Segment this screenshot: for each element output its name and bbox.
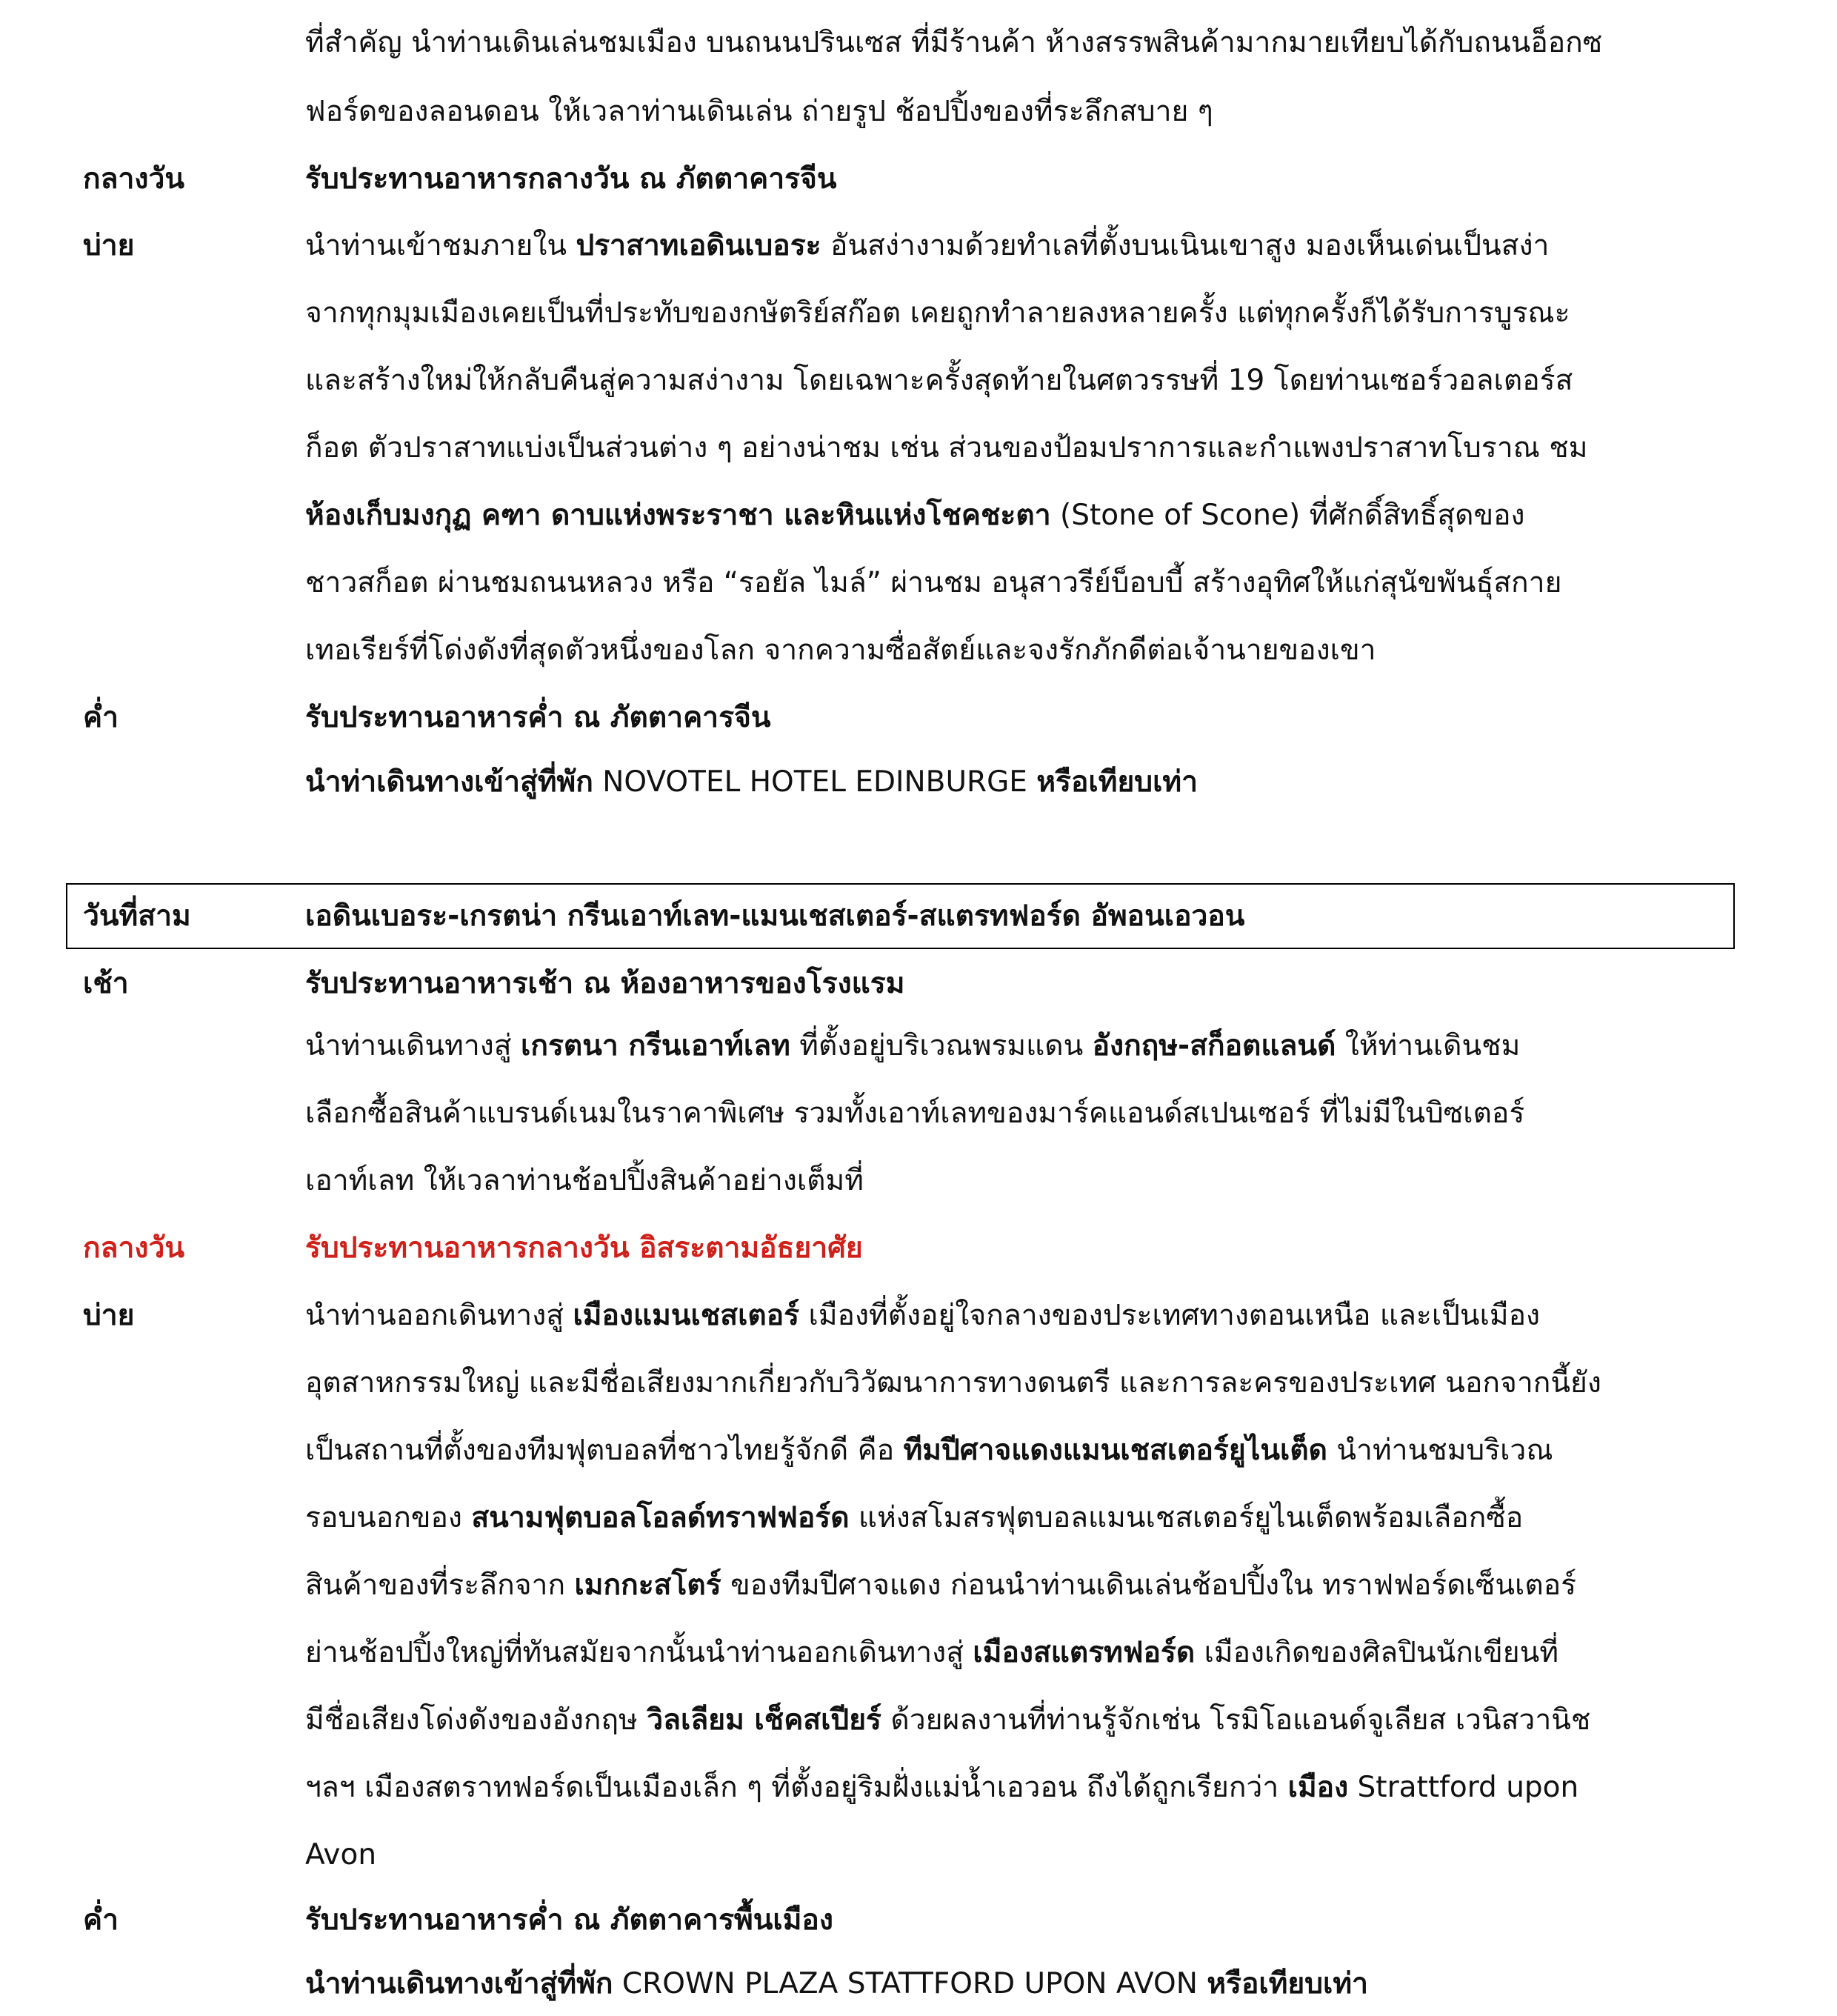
highlight: เมืองแมนเชสเตอร์ xyxy=(573,1299,800,1332)
dinner-text: รับประทานอาหารค่ำ ณ ภัตตาคารพื้นเมือง xyxy=(305,1903,833,1937)
paragraph-line: เอาท์เลท ให้เวลาท่านช้อปปิ้งสินค้าอย่างเต็มที่ xyxy=(305,1164,864,1197)
text: ฯลฯ เมืองสตราทฟอร์ดเป็นเมืองเล็ก ๆ ที่ตั้งอยู่ริมฝั่งแม่น้ำเอวอน ถึงได้ถูกเรียกว่า xyxy=(305,1771,1288,1804)
time-label-dinner: ค่ำ xyxy=(83,1903,119,1937)
text: แห่งสโมสรฟุตบอลแมนเชสเตอร์ยูไนเต็ดพร้อมเลือกซื้อ xyxy=(849,1501,1524,1534)
paragraph-line: เทอเรียร์ที่โด่งดังที่สุดตัวหนึ่งของโลก จากความซื่อสัตย์และจงรักภักดีต่อเจ้านายของเขา xyxy=(305,633,1376,667)
text: เมืองเกิดของศิลปินนักเขียนที่ xyxy=(1195,1636,1559,1669)
text: ย่านช้อปปิ้งใหญ่ที่ทันสมัยจากนั้นนำท่านออกเดินทางสู่ xyxy=(305,1636,973,1669)
hotel-line xyxy=(305,765,1198,799)
highlight: สนามฟุตบอลโอลด์ทราฟฟอร์ด xyxy=(471,1501,850,1534)
time-label-lunch: กลางวัน xyxy=(83,1231,185,1265)
text: สินค้าของที่ระลึกจาก xyxy=(305,1568,575,1602)
text: ที่ตั้งอยู่บริเวณพรมแดน xyxy=(790,1029,1093,1062)
text: ให้ท่านเดินชม xyxy=(1336,1029,1521,1062)
highlight: เมือง xyxy=(1287,1771,1349,1804)
time-label-lunch: กลางวัน xyxy=(83,162,185,196)
paragraph-line: ก็อต ตัวปราสาทแบ่งเป็นส่วนต่าง ๆ อย่างน่าชม เช่น ส่วนของป้อมปราการและกำแพงปราสาทโบราณ ชม xyxy=(305,431,1588,465)
text: เมืองที่ตั้งอยู่ใจกลางของประเทศทางตอนเหนือ และเป็นเมือง xyxy=(799,1299,1541,1332)
paragraph-line xyxy=(305,1773,1578,1802)
text: ด้วยผลงานที่ท่านรู้จักเช่น โรมิโอแอนด์จูเลียส เวนิสวานิช xyxy=(881,1703,1591,1737)
lunch-text: รับประทานอาหารกลางวัน อิสระตามอัธยาศัย xyxy=(305,1231,863,1265)
paragraph-line xyxy=(305,1638,1558,1667)
paragraph-line: อุตสาหกรรมใหญ่ และมีชื่อเสียงมากเกี่ยวกับวิวัฒนาการทางดนตรี และการละครของประเทศ นอกจากนี้ยัง xyxy=(305,1366,1601,1400)
paragraph-line xyxy=(305,1031,1520,1060)
time-label-morning: เช้า xyxy=(83,967,129,1000)
highlight: วิลเลียม เช็คสเปียร์ xyxy=(647,1703,881,1737)
highlight: เมืองสแตรทฟอร์ด xyxy=(973,1636,1196,1669)
paragraph-line: ชาวสก็อต ผ่านชมถนนหลวง หรือ “รอยัล ไมล์” ผ่านชม อนุสาวรีย์บ็อบบี้ สร้างอุทิศให้แก่สุนัขพันธุ์สกาย xyxy=(305,566,1562,599)
paragraph-line xyxy=(305,1568,1577,1602)
paragraph-line: จากทุกมุมเมืองเคยเป็นที่ประทับของกษัตริย์สก๊อต เคยถูกทำลายลงหลายครั้ง แต่ทุกครั้งก็ได้รับการบูรณะ xyxy=(305,296,1570,330)
text: นำท่าเดินทางเข้าสู่ที่พัก xyxy=(305,765,593,799)
paragraph-line: Avon xyxy=(305,1838,377,1872)
paragraph-line xyxy=(305,501,1525,530)
day-label: วันที่สาม xyxy=(83,899,191,933)
highlight: อังกฤษ-สก็อตแลนด์ xyxy=(1092,1029,1336,1062)
hotel-name: CROWN PLAZA STATTFORD UPON AVON xyxy=(613,1967,1207,2000)
lunch-text: รับประทานอาหารกลางวัน ณ ภัตตาคารจีน xyxy=(305,162,837,196)
hotel-name: NOVOTEL HOTEL EDINBURGE xyxy=(593,765,1037,799)
time-label-dinner: ค่ำ xyxy=(83,701,119,734)
text: นำท่านเดินทางเข้าสู่ที่พัก xyxy=(305,1967,613,2000)
text: Strattford upon xyxy=(1348,1771,1579,1804)
text: มีชื่อเสียงโด่งดังของอังกฤษ xyxy=(305,1703,647,1737)
paragraph-line: และสร้างใหม่ให้กลับคืนสู่ความสง่างาม โดยเฉพาะครั้งสุดท้ายในศตวรรษที่ 19 โดยท่านเซอร์วอลเตอร์ส xyxy=(305,364,1573,397)
paragraph-line: ที่สำคัญ นำท่านเดินเล่นชมเมือง บนถนนปรินเซส ที่มีร้านค้า ห้างสรรพสินค้ามากมายเทียบได้กับถนนอ็อกซ xyxy=(305,26,1603,59)
paragraph-line xyxy=(305,1301,1540,1330)
paragraph-line xyxy=(305,1503,1523,1532)
time-label-afternoon: บ่าย xyxy=(83,229,135,262)
text: นำท่านออกเดินทางสู่ xyxy=(305,1299,573,1332)
paragraph-line xyxy=(305,1703,1591,1737)
text: นำท่านชมบริเวณ xyxy=(1327,1434,1553,1467)
paragraph-line: เลือกซื้อสินค้าแบรนด์เนมในราคาพิเศษ รวมทั้งเอาท์เลทของมาร์คแอนด์สเปนเซอร์ ที่ไม่มีในบิซเตอร์ xyxy=(305,1097,1525,1130)
text: หรือเทียบเท่า xyxy=(1207,1967,1368,2000)
highlight: ห้องเก็บมงกุฏ คฑา ดาบแห่งพระราชา และหินแห่งโชคชะตา xyxy=(305,499,1051,532)
text: เป็นสถานที่ตั้งของทีมฟุตบอลที่ชาวไทยรู้จักดี คือ xyxy=(305,1434,904,1467)
day-title: เอดินเบอระ-เกรตน่า กรีนเอาท์เลท-แมนเชสเตอร์-สแตรทฟอร์ด อัพอนเอวอน xyxy=(305,899,1245,933)
highlight: เมกกะสโตร์ xyxy=(574,1568,721,1602)
highlight: เกรตนา กรีนเอาท์เลท xyxy=(521,1029,790,1062)
highlight: ปราสาทเอดินเบอระ xyxy=(576,229,821,262)
text: ของทีมปีศาจแดง ก่อนนำท่านเดินเล่นช้อปปิ้งใน ทราฟฟอร์ดเซ็นเตอร์ xyxy=(721,1568,1577,1602)
text: นำท่านเข้าชมภายใน xyxy=(305,229,576,262)
text: (Stone of Scone) ที่ศักดิ์สิทธิ์สุดของ xyxy=(1050,499,1525,532)
text: อันสง่างามด้วยทำเลที่ตั้งบนเนินเขาสูง มองเห็นเด่นเป็นสง่า xyxy=(821,229,1550,262)
hotel-line xyxy=(305,1969,1368,1998)
text: รอบนอกของ xyxy=(305,1501,472,1534)
paragraph-line: ฟอร์ดของลอนดอน ให้เวลาท่านเดินเล่น ถ่ายรูป ช้อปปิ้งของที่ระลึกสบาย ๆ xyxy=(305,95,1213,128)
paragraph-line xyxy=(305,231,1549,260)
time-label-afternoon: บ่าย xyxy=(83,1299,135,1332)
highlight: ทีมปีศาจแดงแมนเชสเตอร์ยูไนเต็ด xyxy=(903,1434,1327,1467)
dinner-text: รับประทานอาหารค่ำ ณ ภัตตาคารจีน xyxy=(305,701,771,734)
paragraph-line xyxy=(305,1436,1553,1465)
breakfast-text: รับประทานอาหารเช้า ณ ห้องอาหารของโรงแรม xyxy=(305,967,905,1000)
text: หรือเทียบเท่า xyxy=(1036,765,1198,799)
text: นำท่านเดินทางสู่ xyxy=(305,1029,521,1062)
